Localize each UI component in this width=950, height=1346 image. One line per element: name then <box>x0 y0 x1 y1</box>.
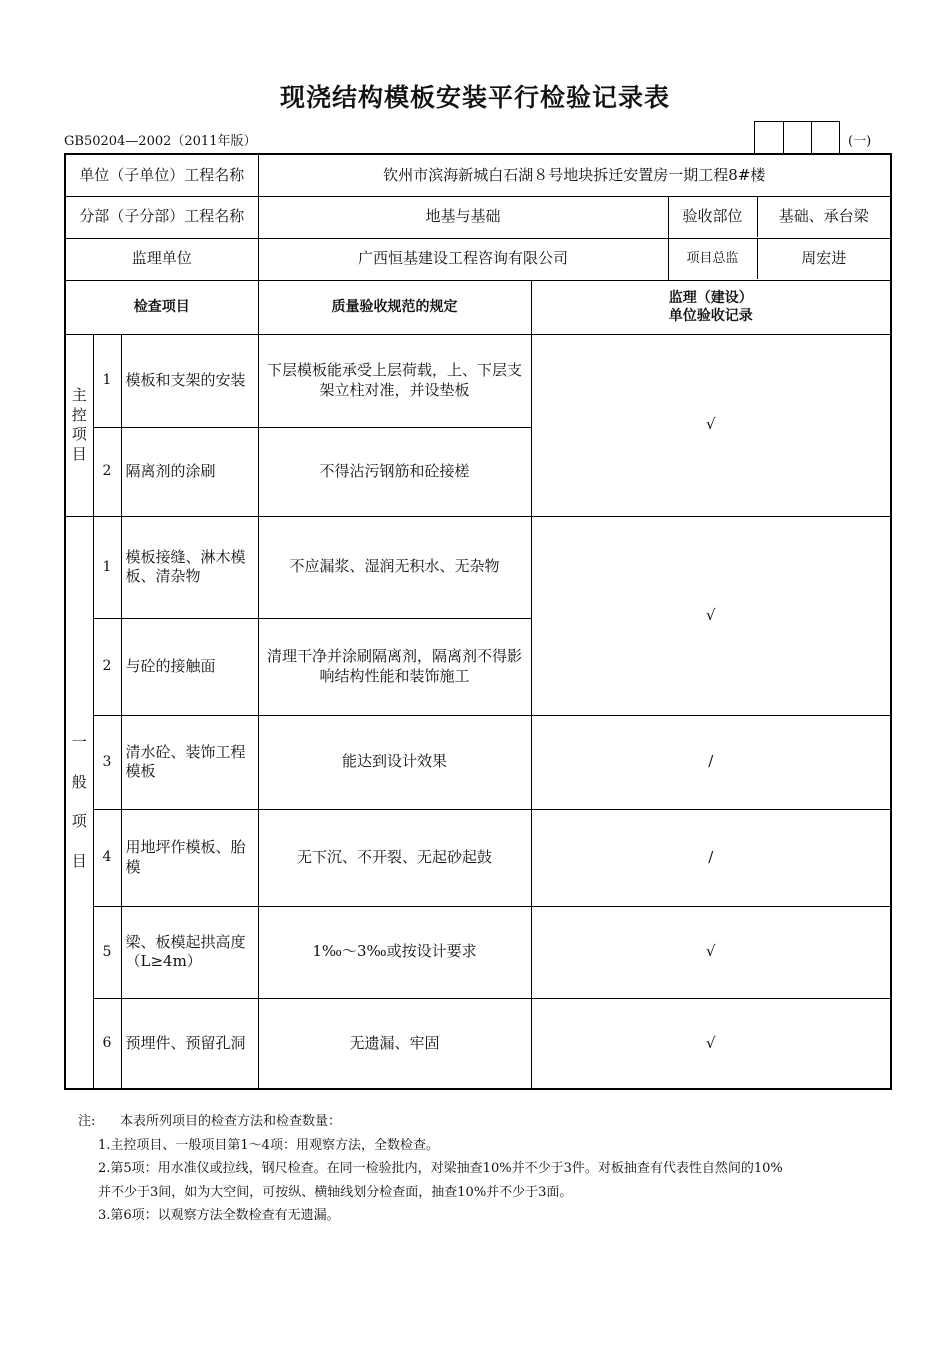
table-row <box>65 906 891 998</box>
header-record-line1: 监理（建设） <box>668 289 753 306</box>
row-spec: 无下沉、不开裂、无起砂起鼓 <box>258 809 531 906</box>
row-record: √ <box>531 516 891 715</box>
notes-label: 注: <box>78 1114 96 1129</box>
table-row <box>65 809 891 906</box>
general-group-char: 项 <box>71 812 87 831</box>
header-item: 检查项目 <box>65 280 258 334</box>
row-spec: 下层模板能承受上层荷载，上、下层支架立柱对准，并设垫板 <box>258 334 531 427</box>
sheet-number: (一) <box>848 134 872 149</box>
record-number-boxes <box>754 121 840 153</box>
record-number-box <box>783 122 811 154</box>
part-value: 基础、承台梁 <box>778 207 869 226</box>
table-row <box>65 334 891 427</box>
row-record: √ <box>531 906 891 998</box>
main-group-char: 控 <box>71 405 87 424</box>
row-item: 模板和支架的安装 <box>121 334 258 427</box>
part-cell <box>668 196 891 238</box>
row-spec: 无遗漏、牢固 <box>258 998 531 1089</box>
row-item: 隔离剂的涂刷 <box>121 427 258 516</box>
row-number: 2 <box>93 618 121 715</box>
table-row <box>65 516 891 618</box>
row-item: 清水砼、装饰工程模板 <box>121 715 258 809</box>
row-spec: 清理干净并涂刷隔离剂，隔离剂不得影响结构性能和装饰施工 <box>258 618 531 715</box>
row-number: 1 <box>93 516 121 618</box>
info-row-unit <box>65 154 891 196</box>
row-item: 模板接缝、淋木模板、清杂物 <box>121 516 258 618</box>
division-label: 分部（子分部）工程名称 <box>65 196 258 238</box>
row-number: 5 <box>93 906 121 998</box>
record-number-box <box>755 122 783 154</box>
general-group-char: 一 <box>71 733 87 752</box>
main-group-char: 主 <box>71 386 87 404</box>
header-spec: 质量验收规范的规定 <box>258 280 531 334</box>
row-spec: 不得沾污钢筋和砼接槎 <box>258 427 531 516</box>
row-record: √ <box>531 334 891 516</box>
main-group-char: 项 <box>71 425 87 443</box>
row-spec: 不应漏浆、湿润无积水、无杂物 <box>258 516 531 618</box>
row-spec: 能达到设计效果 <box>258 715 531 809</box>
standard-code: GB50204—2002（2011年版） <box>64 134 257 149</box>
general-group-char: 般 <box>71 772 87 791</box>
row-record: √ <box>531 998 891 1089</box>
general-group-label <box>65 516 93 1089</box>
supervisor-label: 监理单位 <box>65 238 258 280</box>
row-item: 梁、板模起拱高度（L≥4m） <box>121 906 258 998</box>
row-number: 6 <box>93 998 121 1089</box>
table-row <box>65 998 891 1089</box>
notes-intro-line <box>78 1110 898 1134</box>
chief-value: 周宏进 <box>801 249 847 268</box>
main-group-char: 目 <box>71 444 87 463</box>
row-spec: 1‰～3‰或按设计要求 <box>258 906 531 998</box>
unit-label: 单位（子单位）工程名称 <box>65 154 258 196</box>
main-group-label <box>65 334 93 516</box>
row-item: 用地坪作模板、胎模 <box>121 809 258 906</box>
chief-label: 项目总监 <box>669 239 758 279</box>
record-number-box <box>811 122 839 154</box>
row-number: 4 <box>93 809 121 906</box>
notes-intro: 本表所列项目的检查方法和检查数量： <box>120 1114 342 1129</box>
supervisor-value: 广西恒基建设工程咨询有限公司 <box>258 238 668 280</box>
row-number: 1 <box>93 334 121 427</box>
row-record: / <box>531 715 891 809</box>
note-2a: 2.第5项：用水准仪或拉线，钢尺检查。在同一检验批内，对梁抽查10%并不少于3件。对板抽查有代表性自然间的10% <box>98 1161 783 1176</box>
note-2b: 并不少于3间，如为大空间，可按纵、横轴线划分检查面，抽查10%并不少于3面。 <box>98 1184 573 1200</box>
unit-value: 钦州市滨海新城白石湖８号地块拆迁安置房一期工程8#楼 <box>258 154 891 196</box>
header-record-line2: 单位验收记录 <box>668 308 753 324</box>
note-1: 1.主控项目、一般项目第1～4项：用观察方法，全数检查。 <box>98 1137 439 1153</box>
info-row-supervisor <box>65 238 891 280</box>
row-number: 3 <box>93 715 121 809</box>
page-title: 现浇结构模板安装平行检验记录表 <box>279 83 670 112</box>
header-row <box>65 280 891 334</box>
chief-cell <box>668 238 891 280</box>
inspection-table <box>64 153 892 1090</box>
row-item: 与砼的接触面 <box>121 618 258 715</box>
general-group-char: 目 <box>71 851 87 870</box>
row-item: 预埋件、预留孔洞 <box>121 998 258 1089</box>
header-record <box>531 280 891 334</box>
row-number: 2 <box>93 427 121 516</box>
note-3: 3.第6项：以观察方法全数检查有无遗漏。 <box>98 1208 340 1223</box>
division-value: 地基与基础 <box>258 196 668 238</box>
part-label: 验收部位 <box>669 197 758 237</box>
notes-section <box>78 1110 898 1228</box>
table-row <box>65 715 891 809</box>
info-row-division <box>65 196 891 238</box>
row-record: / <box>531 809 891 906</box>
